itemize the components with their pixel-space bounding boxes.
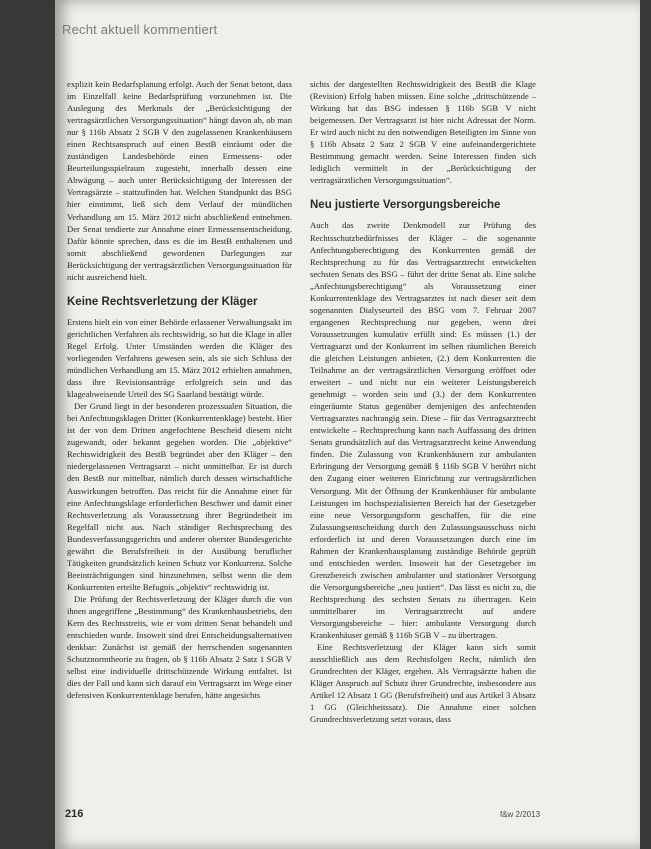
paragraph: sichts der dargestellten Rechtswidrigkeit des BestB die Klage (Revision) Erfolg haben müssen. Eine solche „drittschützende – Wirkung hat das BSG indessen § 116b SGB V nicht beigemessen. Der Vertragsarzt ist hier nicht Adressat der Norm. Er wird auch nicht zu den notwendigen Beteiligten im Sinne von § 116b Absatz 2 Satz 2 SGB V eine aufeinandergerichtete Bestimmung gemacht werden. Seine Interessen finden sich lediglich vermittelt in der „Berücksichtigung der vertragsärztlichen Versorgungssituation“. xyxy=(310,79,536,186)
paragraph: Der Grund liegt in der besonderen prozessualen Situation, die bei Anfechtungsklagen Dritter (Konkurrentenklage) besteht. Hier ist der von dem Dritten angefochtene Bescheid diesem nicht zugewandt, oder bekannt gegeben worden. Die „objektive“ Rechtswidrigkeit des BestB begründet aber den Kläger – den niedergelassenen Vertragsarzt – nicht unmittelbar. Er ist durch den BestB nur mittelbar, nämlich durch dessen wirtschaftliche Auswirkungen betroffen. Das reicht für die Annahme einer für eine Anfechtungsklage erforderlichen Beschwer und damit einer Rechtsverletzung als Voraussetzung ihrer Begründetheit im Regelfall nicht aus. Nach ständiger Rechtsprechung des Bundesverfassungsgerichts und anderer oberster Bundesgerichte gewährt die Berufsfreiheit in der Ausübung beruflicher Tätigkeiten grundsätzlich keinen Schutz vor Konkurrenz. Solche Beeinträchtigungen sind hinzunehmen, selbst wenn die dem Konkurrenten erteilte Befugnis „objektiv“ rechtswidrig ist. xyxy=(67,401,292,592)
paragraph: explizit kein Bedarfsplanung erfolgt. Auch der Senat betont, dass im Einzelfall keine Bedarfsprüfung vorzunehmen ist. Die Auslegung des Merkmals der „Berücksichtigung der vertragsärztlichen Versorgungssituation“ hängt davon ab, ob man nur § 116b Absatz 2 SGB V den zugelassenen Krankenhäusern einen Rechtsanspruch auf einen BestB einräumt oder die zuständigen Landesbehörde einen Ermessens- oder Beurteilungsspielraum zugesteht, innerhalb dessen eine Abwägung – auch unter Berücksichtigung der Interessen der Vertragsärzte – stattzufinden hat. Welchen Standpunkt das BSG hier einnimmt, ließ sich dem Verlauf der mündlichen Verhandlung am 15. März 2012 nicht abschließend entnehmen. Der Senat tendierte zur Annahme einer Ermessensentscheidung. Dafür könnte sprechen, dass es die im BestB enthaltenen und somit abschließend gewordenen Darlegungen zur Berücksichtigung der vertragsärztlichen Versorgungssituation für nicht ausreichend hielt. xyxy=(67,79,292,282)
paragraph: Eine Rechtsverletzung der Kläger kann sich somit ausschließlich aus dem Rechtsfolgen Recht, nämlich den Grundrechten der Kläger, ergeben. Als Vertragsärzte haben die Kläger Anspruch auf Schutz ihrer Grundrechte, insbesondere aus Artikel 12 Absatz 1 GG (Berufsfreiheit) und aus Artikel 3 Absatz 1 GG (Gleichheitssatz). Die Annahme einer solchen Grundrechtsverletzung setzt voraus, dass xyxy=(310,642,536,725)
running-header: Recht aktuell kommentiert xyxy=(62,22,218,37)
section-heading: Neu justierte Versorgungsbereiche xyxy=(310,199,501,212)
right-column xyxy=(310,78,536,725)
section-heading: Keine Rechtsverletzung der Kläger xyxy=(67,295,258,308)
paragraph: Erstens hielt ein von einer Behörde erlassener Verwaltungsakt im gerichtlichen Verfahren als rechtswidrig, so hat die Klage in aller Regel Erfolg. Unter Umständen werden die Kläger des vorliegenden Verfahrens gewesen sein, als sie sich Schluss der mündlichen Verhandlung am 15. März 2012 erhielten annahmen, dass ihre Revisionsanträge erfolgreich sein und das klageabweisende Urteil des SG Saarland bestätigt würde. xyxy=(67,316,292,400)
paragraph: Die Prüfung der Rechtsverletzung der Kläger durch die von ihnen angegriffene „Bestimmung“ des Krankenhausbetriebs, den Kern des Rechtsstreits, wie er vom dritten Senat behandelt und entschieden wurde. Insoweit sind drei Entscheidungsalternativen denkbar: Zunächst ist gemäß der herrschenden sogenannten Schutznormtheorie zu fragen, ob § 116b Absatz 2 Satz 1 SGB V selbst eine individuelle drittschützende Wirkung entfaltet. Ist dies der Fall und kann sich darauf ein Vertragsarzt im Wege einer defensiven Konkurrentenklage berufen, hätte angesichts xyxy=(67,593,292,701)
page-number: 216 xyxy=(65,808,84,820)
paragraph: Auch das zweite Denkmodell zur Prüfung des Rechtsschutzbedürfnisses der Kläger – die sogenannte Anfechtungsberechtigung des Konkurrenten gemäß der Rechtsprechung zu für das Vertragsarztrecht entwickelten sechsten Senats des BSG – führt der dritte Senat ab. Eine solche „Anfechtungsberechtigung“ als Voraussetzung einer Konkurrentenklage des Vertragsarztes ist nach dieser seit dem sogenannten Dialyseurteil des BSG vom 7. Februar 2007 ergangenen Rechtsprechung nur gegeben, wenn drei Voraussetzungen kumulativ erfüllt sind: Es müssen (1.) der Vertragsarzt und der Konkurrent im selben räumlichen Bereich die gleichen Leistungen anbieten, (2.) dem Konkurrenten die Teilnahme an der vertragsärztlichen Versorgung eröffnet oder erweitert – und nicht nur ein weiterer Leistungsbereich genehmigt – worden sein und (3.) der dem Konkurrenten eingeräumte Status gegenüber demjenigen des anfechtenden Vertragsarztes nachrangig sein. Diese – für das Vertragsarztrecht entwickelte – Rechtsprechung kann nach Auffassung des dritten Senats grundsätzlich auf das Vertragsarztrecht keine Anwendung finden. Die Zulassung von Krankenhäusern zur ambulanten Erbringung der Versorgung gemäß § 116b SGB V berührt nicht den Zugang einer weiteren Einrichtung zur vertragsärztlichen Versorgung. Mit der Öffnung der Krankenhäuser für ambulante Leistungen im hochspezialisierten Bereich hat der Gesetzgeber eine neue Versorgungsform geschaffen, für die eine Zulassungsentscheidung durch den Zulassungsausschuss nicht erforderlich ist und deren Voraussetzungen durch eine im Rahmen der Krankenhausplanung zuständige Behörde geprüft und entschieden werden. Insoweit hat der Gesetzgeber im Grenzbereich zwischen ambulanter und stationärer Versorgung die Versorgungsbereiche „neu justiert“. Das lässt es nicht zu, die Rechtsprechung des sechsten Senats zu übertragen. Kein unmittelbarer im Vertragsarztrecht auf andere Versorgungsbereiche – hier: ambulante Versorgung durch Krankenhäuser gemäß § 116b SGB V – zu übertragen. xyxy=(310,220,536,641)
left-column xyxy=(67,78,292,701)
journal-issue: f&w 2/2013 xyxy=(500,810,541,819)
